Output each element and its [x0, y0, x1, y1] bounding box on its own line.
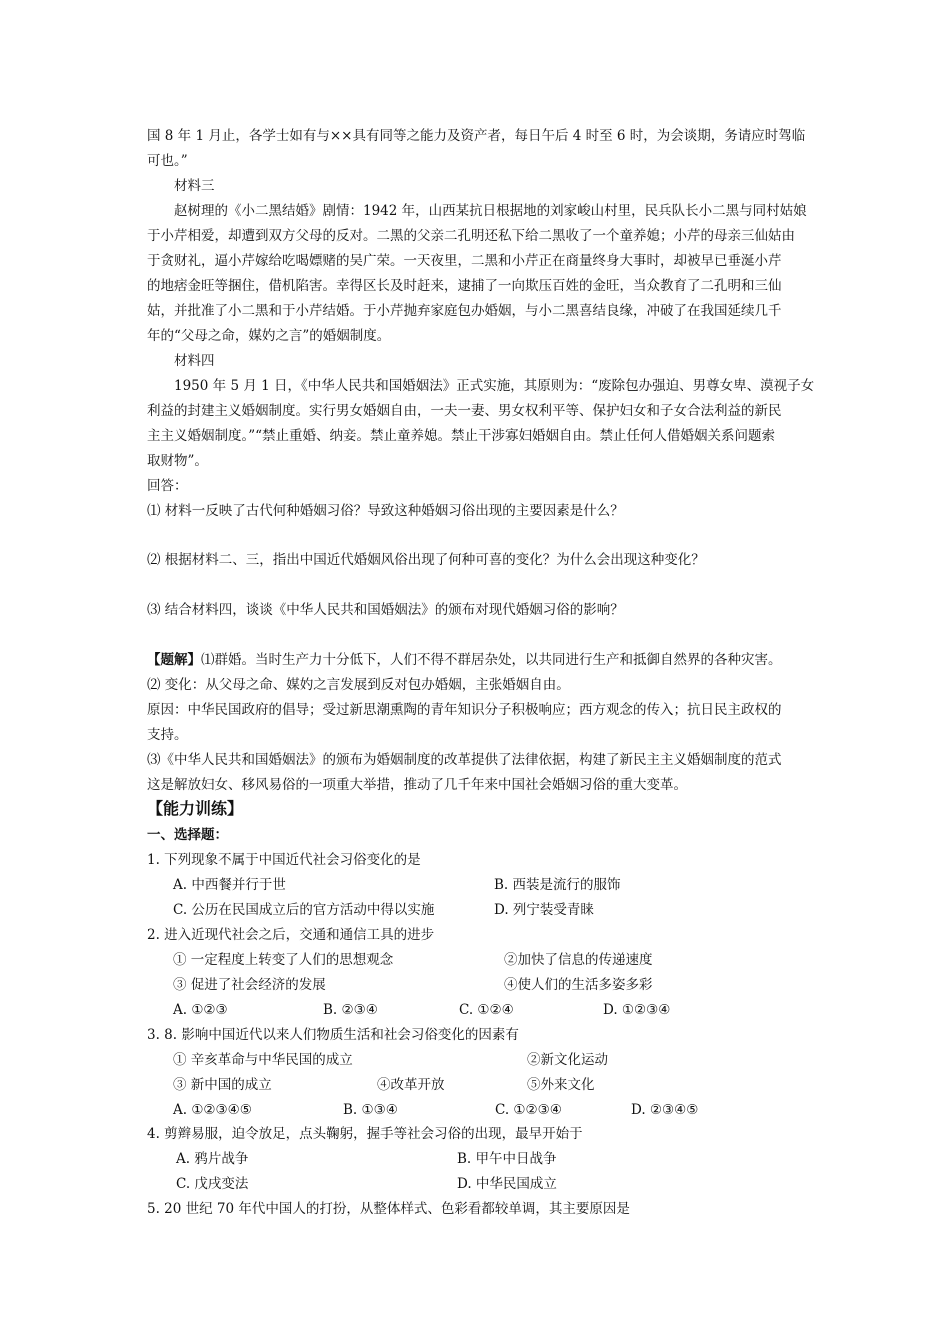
mc-q1-option-d: D. 列宁装受青睐 [494, 902, 594, 918]
mc-q3-option-d: D. ②③④⑤ [631, 1102, 699, 1118]
mc-q3-statement: ③ 新中国的成立 [173, 1077, 272, 1093]
mc-q3-statement: ⑤外来文化 [527, 1077, 595, 1093]
mc-q2-option-d: D. ①②③④ [603, 1002, 671, 1018]
mc-q3-statement: ① 辛亥革命与中华民国的成立 [173, 1052, 353, 1068]
mc-q2-statement: ②加快了信息的传递速度 [504, 952, 653, 968]
mc-q2-option-a: A. ①②③ [173, 1002, 228, 1018]
mc-q1-option-a: A. 中西餐并行于世 [173, 877, 286, 893]
mc-q1-option-c: C. 公历在民国成立后的官方活动中得以实施 [173, 902, 435, 918]
mc-q1-stem: 1. 下列现象不属于中国近代社会习俗变化的是 [147, 852, 421, 868]
mc-q3-option-c: C. ①②③④ [495, 1102, 562, 1118]
material4-line: 利益的封建主义婚姻制度。实行男女婚姻自由，一夫一妻、男女权利平等、保护妇女和子女合法利益的新民 [147, 403, 782, 419]
material3-line: 赵树理的《小二黑结婚》剧情：1942 年，山西某抗日根据地的刘家峻山村里，民兵队长小二黑与同村姑娘 [174, 203, 807, 219]
solution-line: ⑶《中华人民共和国婚姻法》的颁布为婚姻制度的改革提供了法律依据，构建了新民主主义婚姻制度的范式 [147, 752, 782, 768]
material4-line: 主主义婚姻制度。”“禁止重婚、纳妾。禁止童养媳。禁止干涉寡妇婚姻自由。禁止任何人借婚姻关系问题索 [147, 428, 776, 444]
mc-q3-option-b: B. ①③④ [343, 1102, 398, 1118]
mc-q5-stem: 5. 20 世纪 70 年代中国人的打扮，从整体样式、色彩看都较单调，其主要原因是 [147, 1201, 630, 1217]
mc-q2-statement: ① 一定程度上转变了人们的思想观念 [173, 952, 394, 968]
mc-q2-statement: ③ 促进了社会经济的发展 [173, 977, 326, 993]
material2-line: 可也。” [147, 153, 188, 169]
solution-line: ⑵ 变化：从父母之命、媒妁之言发展到反对包办婚姻，主张婚姻自由。 [147, 677, 570, 693]
mc-q3-stem: 3. 8. 影响中国近代以来人们物质生活和社会习俗变化的因素有 [147, 1027, 519, 1043]
mc-q2-statement: ④使人们的生活多姿多彩 [504, 977, 653, 993]
mc-q3-option-a: A. ①②③④⑤ [173, 1102, 252, 1118]
answer-label: 回答： [147, 478, 188, 494]
solution-line [147, 651, 782, 669]
mc-q4-stem: 4. 剪辫易服，迫令放足，点头鞠躬，握手等社会习俗的出现，最早开始于 [147, 1126, 583, 1142]
mc-q3-statement: ②新文化运动 [527, 1052, 608, 1068]
mc-q4-option-b: B. 甲午中日战争 [457, 1151, 557, 1167]
mc-q1-option-b: B. 西装是流行的服饰 [494, 877, 621, 893]
question-1: ⑴ 材料一反映了古代何种婚姻习俗？导致这种婚姻习俗出现的主要因素是什么？ [147, 503, 624, 519]
material4-heading: 材料四 [174, 353, 215, 369]
material3-heading: 材料三 [174, 178, 215, 194]
solution-line: 原因：中华民国政府的倡导；受过新思潮熏陶的青年知识分子积极响应；西方观念的传入；抗日民主政权的 [147, 702, 782, 718]
material3-line: 姑，并批准了小二黑和于小芹结婚。于小芹抛弃家庭包办婚姻，与小二黑喜结良缘，冲破了在我国延续几千 [147, 303, 782, 319]
mc-q2-option-c: C. ①②④ [459, 1002, 514, 1018]
question-3: ⑶ 结合材料四，谈谈《中华人民共和国婚姻法》的颁布对现代婚姻习俗的影响？ [147, 602, 624, 618]
material3-line: 于小芹相爱，却遭到双方父母的反对。二黑的父亲二孔明还私下给二黑收了一个童养媳；小芹的母亲三仙姑由 [147, 228, 795, 244]
material3-line: 年的“父母之命，媒妁之言”的婚姻制度。 [147, 328, 391, 344]
material3-line: 的地痞金旺等捆住，借机陷害。幸得区长及时赶来，逮捕了一向欺压百姓的金旺，当众教育了二孔明和三仙 [147, 278, 782, 294]
material4-line: 1950 年 5 月 1 日，《中华人民共和国婚姻法》正式实施，其原则为：“废除包办强迫、男尊女卑、漠视子女 [174, 378, 815, 394]
mc-q3-statement: ④改革开放 [377, 1077, 445, 1093]
solution-label: 【题解】 [147, 652, 201, 668]
mc-q2-option-b: B. ②③④ [323, 1002, 378, 1018]
section-heading: 一、选择题： [147, 827, 228, 843]
solution-line: 这是解放妇女、移风易俗的一项重大举措，推动了几千年来中国社会婚姻习俗的重大变革。 [147, 777, 687, 793]
mc-q4-option-c: C. 戊戌变法 [176, 1176, 249, 1192]
mc-q4-option-d: D. 中华民国成立 [457, 1176, 557, 1192]
material2-line: 国 8 年 1 月止，各学士如有与××具有同等之能力及资产者，每日午后 4 时至 6 时，为会谈期，务请应时驾临 [147, 128, 806, 144]
training-title: 【能力训练】 [147, 799, 244, 818]
solution-line: 支持。 [147, 727, 188, 743]
mc-q2-stem: 2. 进入近现代社会之后，交通和通信工具的进步 [147, 927, 435, 943]
solution-text: ⑴群婚。当时生产力十分低下，人们不得不群居杂处，以共同进行生产和抵御自然界的各种灾害。 [201, 652, 782, 668]
material4-line: 取财物”。 [147, 453, 208, 469]
question-2: ⑵ 根据材料二、三，指出中国近代婚姻风俗出现了何种可喜的变化？为什么会出现这种变化？ [147, 552, 705, 568]
mc-q4-option-a: A. 鸦片战争 [176, 1151, 249, 1167]
material3-line: 于贪财礼，逼小芹嫁给吃喝嫖赌的吴广荣。一天夜里，二黑和小芹正在商量终身大事时，却被早已垂涎小芹 [147, 253, 782, 269]
